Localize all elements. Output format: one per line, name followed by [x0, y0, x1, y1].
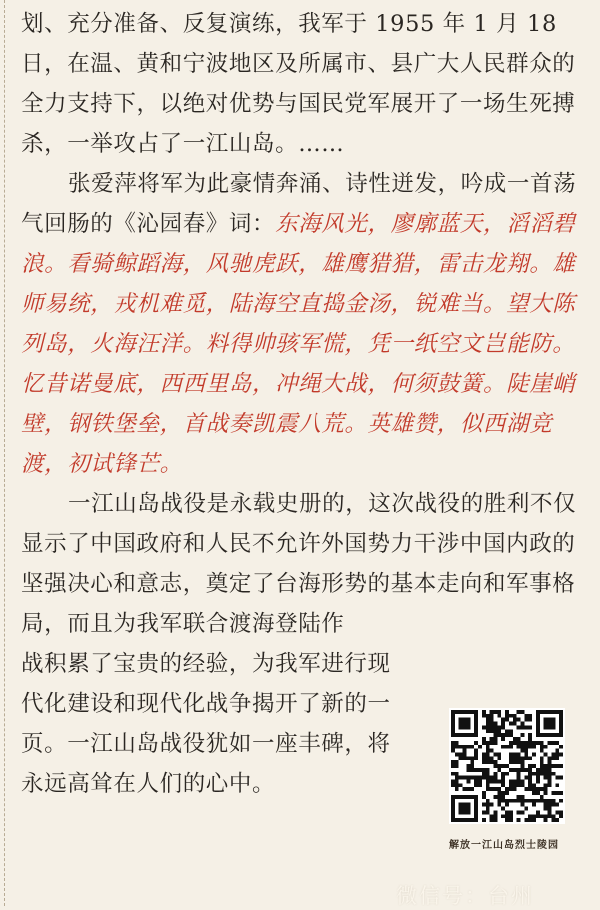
paragraph-3-line: 战积累了宝贵的经验，为我军进行现 [21, 651, 391, 677]
qr-code-icon[interactable] [449, 708, 565, 824]
dashed-margin-line [4, 0, 5, 906]
paragraph-3-line: 代化建设和现代化战争揭开了新的一 [21, 691, 391, 717]
paragraph-2 [21, 164, 586, 484]
paragraph-3-line: 永远高耸在人们的心中。 [21, 771, 276, 797]
watermark: 微信号：台州 [396, 884, 534, 908]
poem-intro: 张爱萍将军为此豪情奔涌、诗性迸发，吟成一首荡气回肠的《沁园春》词： [21, 171, 577, 237]
paragraph-1: 划、充分准备、反复演练，我军于 1955 年 1 月 18 日，在温、黄和宁波地区及所属市、县广大人民群众的全力支持下，以绝对优势与国民党军展开了一场生死搏杀，一举攻占了一江山岛。…… [21, 11, 576, 157]
poem-text: 东海风光，廖廓蓝天，滔滔碧浪。看骑鲸蹈海，风驰虎跃，雄鹰猎猎，雷击龙翔。雄师易统，戎机难觅，陆海空直捣金汤，锐难当。望大陈列岛，火海汪洋。料得帅骇军慌，凭一纸空文岂能防。忆昔诺曼底，西西里岛，冲绳大战，何须鼓簧。陡崖峭壁，钢铁堡垒，首战奏凯震八荒。英雄赞，似西湖竞渡，初试锋芒。 [21, 211, 576, 477]
article-body [21, 4, 586, 804]
qr-block [449, 708, 569, 851]
qr-caption: 解放一江山岛烈士陵园 [449, 840, 559, 851]
paragraph-3-line: 页。一江山岛战役犹如一座丰碑，将 [21, 731, 391, 757]
paragraph-3: 一江山岛战役是永载史册的，这次战役的胜利不仅显示了中国政府和人民不允许外国势力干涉中国内政的坚强决心和意志，奠定了台海形势的基本走向和军事格局，而且为我军联合渡海登陆作 [21, 491, 577, 637]
